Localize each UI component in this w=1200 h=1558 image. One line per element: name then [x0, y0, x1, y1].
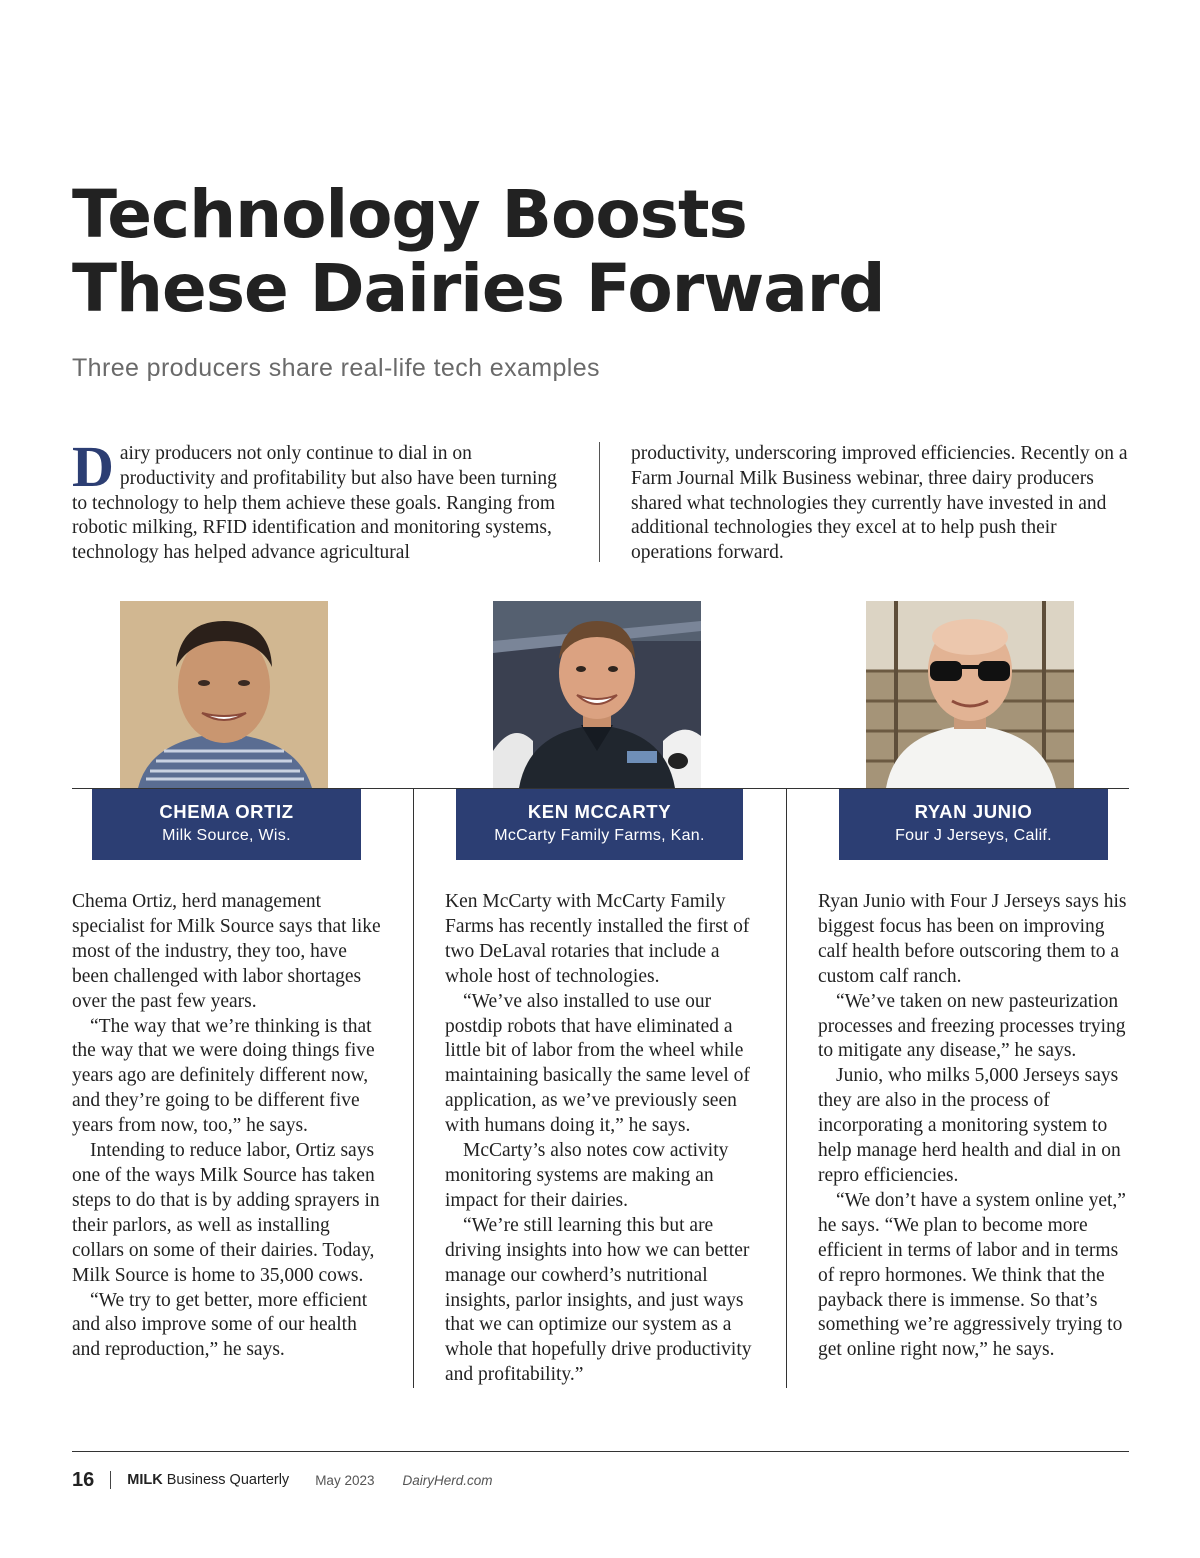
body-paragraph: Ryan Junio with Four J Jerseys says his biggest focus has been on improving calf health before outscoring them to a custom calf ranch.	[818, 891, 1127, 987]
profile-affiliation: Four J Jerseys, Calif.	[895, 827, 1052, 844]
body-paragraph: McCarty’s also notes cow activity monitoring systems are making an impact for their dairies.	[445, 1140, 729, 1211]
subtitle: Three producers share real-life tech examples	[72, 354, 600, 382]
profile-affiliation: Milk Source, Wis.	[162, 827, 291, 844]
namebox-ken-mccarty	[456, 789, 743, 860]
namebox-ryan-junio	[839, 789, 1108, 860]
body-paragraph: “We try to get better, more efficient and also improve some of our health and reproduction,” he says.	[72, 1289, 368, 1361]
body-paragraph: Junio, who milks 5,000 Jerseys says they are also in the process of incorporating a monitoring system to help manage herd health and dial in on repro efficiencies.	[818, 1065, 1121, 1186]
footer-rule	[72, 1451, 1129, 1452]
body-paragraph: “The way that we’re thinking is that the way that we were doing things five years ago are definitely different now, and they’re going to be different five years from now, too,” he says.	[72, 1015, 375, 1137]
body-paragraph: Intending to reduce labor, Ortiz says one of the ways Milk Source has taken steps to do that is by adding sprayers in their parlors, as well as installing collars on some of their dairies. Today, Milk Source is home to 35,000 cows.	[72, 1140, 380, 1286]
column-divider-1	[413, 789, 414, 1388]
column-chema-ortiz	[72, 890, 386, 1363]
website-link[interactable]: DairyHerd.com	[402, 1472, 493, 1488]
intro-divider	[599, 442, 600, 562]
footer	[72, 1467, 493, 1493]
issue-date: May 2023	[315, 1472, 375, 1488]
publication-name: Business Quarterly	[166, 1472, 290, 1488]
body-paragraph: “We’ve also installed to use our postdip robots that have eliminated a little bit of labor from the wheel while maintaining basically the same level of application, as we’ve previously seen with humans doing it,” he says.	[445, 990, 750, 1137]
body-paragraph: “We’ve taken on new pasteurization processes and freezing processes trying to mitigate any disease,” he says.	[818, 990, 1126, 1062]
column-divider-2	[786, 789, 787, 1388]
profile-name: CHEMA ORTIZ	[159, 801, 294, 822]
body-paragraph: Ken McCarty with McCarty Family Farms has recently installed the first of two DeLaval rotaries that include a whole host of technologies.	[445, 891, 750, 987]
drop-cap: D	[72, 434, 114, 499]
column-ryan-junio	[818, 890, 1132, 1363]
headline	[72, 178, 885, 326]
photo-ryan-junio	[866, 601, 1074, 788]
profile-affiliation: McCarty Family Farms, Kan.	[494, 827, 705, 844]
body-paragraph: “We don’t have a system online yet,” he says. “We plan to become more efficient in terms of labor and in terms of repro hormones. We think that the payback there is immense. So that’s something we’re aggressively trying to get online right now,” he says.	[818, 1189, 1126, 1361]
column-ken-mccarty	[445, 890, 759, 1388]
body-paragraph: “We’re still learning this but are driving insights into how we can better manage our cowherd’s nutritional insights, parlor insights, and just ways that we can optimize our system as a whole that hopefully drive productivity and profitability.”	[445, 1214, 752, 1386]
profile-name: RYAN JUNIO	[914, 801, 1033, 822]
footer-separator	[110, 1471, 111, 1489]
photo-ken-mccarty	[493, 601, 701, 788]
intro-left-column	[72, 434, 562, 566]
headline-line-1: Technology Boosts	[72, 176, 747, 253]
publication-name-bold: MILK	[127, 1472, 163, 1488]
intro-left-text: airy producers not only continue to dial in on productivity and profitability but also have been turning to technology to help them achieve these goals. Ranging from robotic milking, RFID identification and monitoring systems, technology has helped advance agricultural	[72, 443, 557, 564]
photo-chema-ortiz	[120, 601, 328, 788]
namebox-chema-ortiz	[92, 789, 361, 860]
headline-line-2: These Dairies Forward	[72, 250, 885, 327]
body-paragraph: Chema Ortiz, herd management specialist for Milk Source says that like most of the industry, they too, have been challenged with labor shortages over the past few years.	[72, 891, 381, 1012]
profile-name: KEN MCCARTY	[527, 801, 672, 822]
intro-right-column: productivity, underscoring improved efficiencies. Recently on a Farm Journal Milk Business webinar, three dairy producers shared what technologies they currently have invested in and additional technologies they excel at to help push their operations forward.	[631, 443, 1128, 564]
page-number: 16	[72, 1468, 95, 1491]
